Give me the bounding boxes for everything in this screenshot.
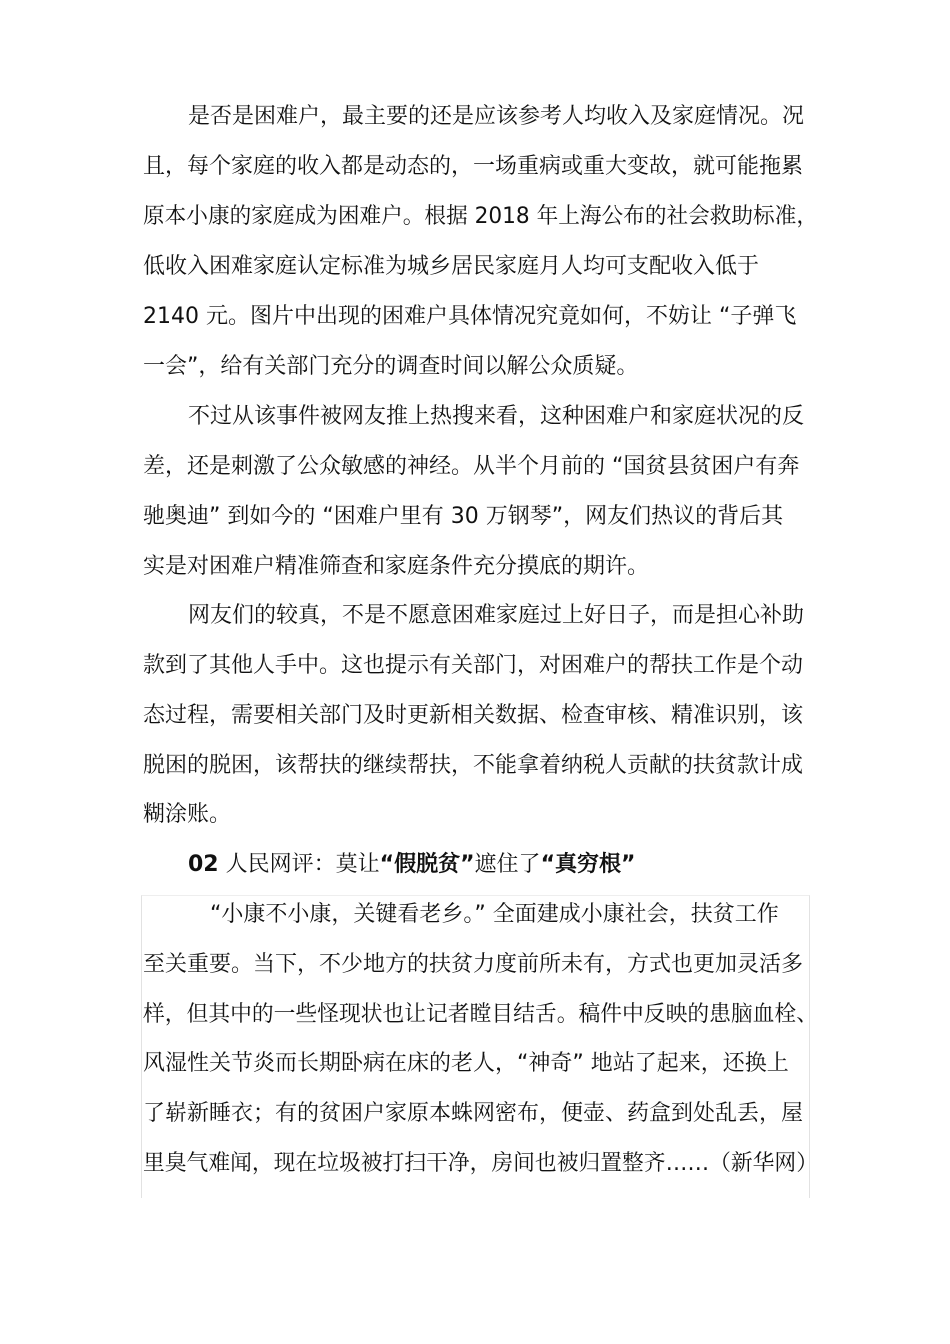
- paragraph-line: 款到了其他人手中。这也提示有关部门，对困难户的帮扶工作是个动: [143, 653, 804, 678]
- quote-line: 风湿性关节炎而长期卧病在床的老人，“神奇” 地站了起来，还换上: [143, 1051, 789, 1076]
- quote-line: 样，但其中的一些怪现状也让记者瞠目结舌。稿件中反映的患脑血栓、: [143, 1002, 818, 1027]
- quote-line: “小康不小康，关键看老乡。” 全面建成小康社会，扶贫工作: [210, 902, 779, 927]
- paragraph-line: 原本小康的家庭成为困难户。根据 2018 年上海公布的社会救助标准，: [143, 204, 819, 229]
- paragraph-line: 不过从该事件被网友推上热搜来看，这种困难户和家庭状况的反: [188, 404, 805, 429]
- heading-quote-2: “真穷根”: [540, 852, 636, 877]
- paragraph-line: 糊涂账。: [143, 802, 232, 827]
- section-heading: [188, 850, 635, 880]
- paragraph-line: 2140 元。图片中出现的困难户具体情况究竟如何，不妨让 “子弹飞: [143, 304, 797, 329]
- paragraph-line: 且，每个家庭的收入都是动态的，一场重病或重大变故，就可能拖累: [143, 154, 804, 179]
- paragraph-line: 差，还是刺激了公众敏感的神经。从半个月前的 “国贫县贫困户有奔: [143, 454, 800, 479]
- heading-number: 02: [188, 852, 219, 877]
- paragraph-line: 脱困的脱困，该帮扶的继续帮扶，不能拿着纳税人贡献的扶贫款计成: [143, 753, 804, 778]
- quote-line: 至关重要。当下，不少地方的扶贫力度前所未有，方式也更加灵活多: [143, 952, 804, 977]
- heading-source: 人民网评：莫让: [218, 852, 380, 877]
- paragraph-line: 一会”，给有关部门充分的调查时间以解公众质疑。: [143, 354, 639, 379]
- paragraph-line: 驰奥迪” 到如今的 “困难户里有 30 万钢琴”，网友们热议的背后其: [143, 504, 784, 529]
- paragraph-line: 实是对困难户精准筛查和家庭条件充分摸底的期许。: [143, 554, 650, 579]
- quote-line: 里臭气难闻，现在垃圾被打扫干净，房间也被归置整齐……（新华网）: [143, 1151, 818, 1176]
- paragraph-line: 态过程，需要相关部门及时更新相关数据、检查审核、精准识别，该: [143, 703, 804, 728]
- quote-line: 了崭新睡衣；有的贫困户家原本蛛网密布，便壶、药盒到处乱丢，屋: [143, 1101, 804, 1126]
- heading-middle: 遮住了: [474, 852, 541, 877]
- paragraph-line: 网友们的较真，不是不愿意困难家庭过上好日子，而是担心补助: [188, 603, 805, 628]
- heading-quote-1: “假脱贫”: [379, 852, 475, 877]
- paragraph-line: 低收入困难家庭认定标准为城乡居民家庭月人均可支配收入低于: [143, 254, 760, 279]
- paragraph-line: 是否是困难户，最主要的还是应该参考人均收入及家庭情况。况: [188, 104, 805, 129]
